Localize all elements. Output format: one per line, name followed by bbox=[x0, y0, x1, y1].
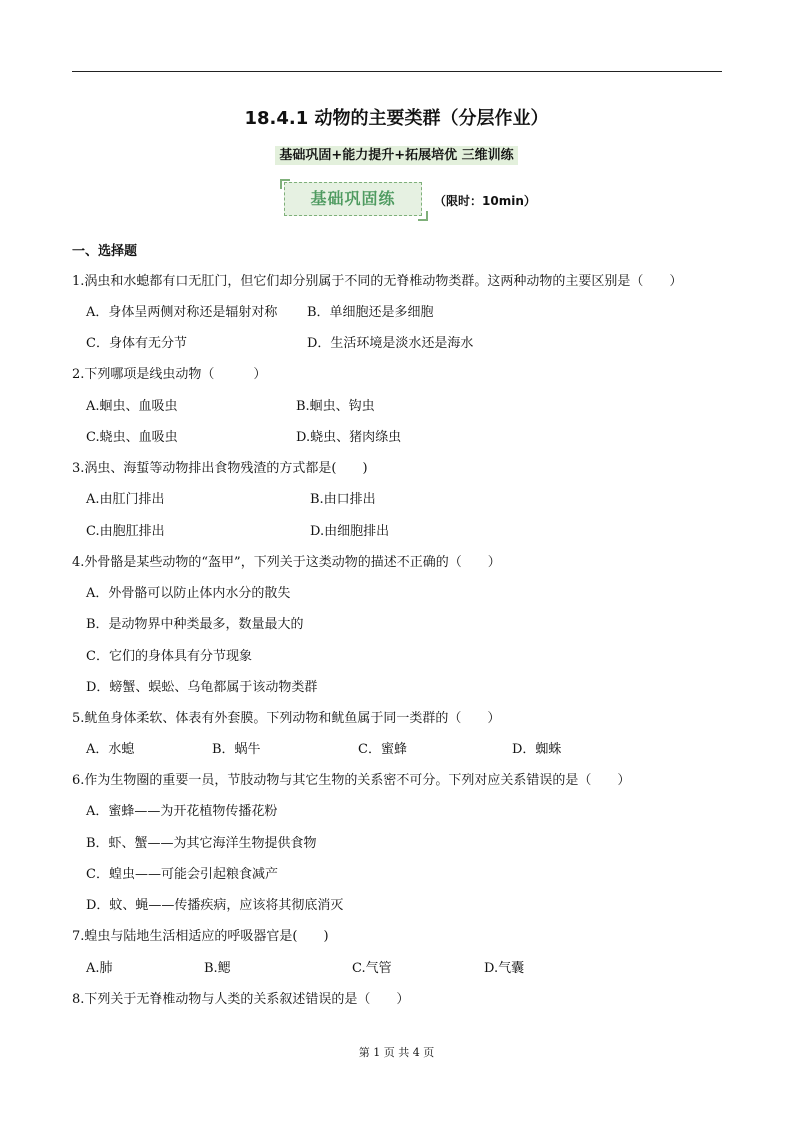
option: B.由口排出 bbox=[310, 492, 376, 507]
option: B.鳃 bbox=[204, 961, 231, 976]
time-limit: （限时：10min） bbox=[434, 194, 536, 208]
question-stem: 8.下列关于无脊椎动物与人类的关系叙述错误的是（ ） bbox=[72, 992, 410, 1007]
question-stem: 1.涡虫和水螅都有口无肛门，但它们却分别属于不同的无脊椎动物类群。这两种动物的主要区别是（ ） bbox=[72, 274, 683, 289]
option: B．单细胞还是多细胞 bbox=[307, 305, 434, 320]
question-stem: 4.外骨骼是某些动物的“盔甲”，下列关于这类动物的描述不正确的（ ） bbox=[72, 555, 501, 570]
option: D．螃蟹、蜈蚣、乌龟都属于该动物类群 bbox=[86, 680, 318, 695]
option: C.蛲虫、血吸虫 bbox=[86, 430, 178, 445]
option: B．是动物界中种类最多，数量最大的 bbox=[86, 617, 304, 632]
badge-corner-decoration bbox=[418, 211, 428, 221]
option: D.蛲虫、猪肉绦虫 bbox=[296, 430, 402, 445]
subtitle-text: 基础巩固+能力提升+拓展培优 三维训练 bbox=[275, 146, 517, 165]
page-title: 18.4.1 动物的主要类群（分层作业） bbox=[244, 108, 549, 129]
section-title: 一、选择题 bbox=[72, 244, 138, 259]
option: A.由肛门排出 bbox=[86, 492, 165, 507]
question-stem: 2.下列哪项是线虫动物（ ） bbox=[72, 367, 267, 382]
option: D.由细胞排出 bbox=[310, 524, 390, 539]
option: A．外骨骼可以防止体内水分的散失 bbox=[86, 586, 291, 601]
question-stem: 3.涡虫、海蜇等动物排出食物残渣的方式都是( ) bbox=[72, 461, 368, 476]
option: C．身体有无分节 bbox=[86, 336, 187, 351]
option: A．身体呈两侧对称还是辐射对称 bbox=[86, 305, 278, 320]
section-badge: 基础巩固练 bbox=[284, 182, 422, 216]
option: A.蛔虫、血吸虫 bbox=[86, 399, 178, 414]
page-subtitle bbox=[0, 144, 793, 163]
option: C.气管 bbox=[352, 961, 392, 976]
option: D．生活环境是淡水还是海水 bbox=[307, 336, 474, 351]
option: C.由胞肛排出 bbox=[86, 524, 165, 539]
header-rule bbox=[72, 71, 722, 72]
option: B．蜗牛 bbox=[212, 742, 261, 757]
option: C．蜜蜂 bbox=[358, 742, 407, 757]
option: D．蚊、蝇——传播疾病，应该将其彻底消灭 bbox=[86, 898, 344, 913]
option: C．它们的身体具有分节现象 bbox=[86, 649, 252, 664]
question-stem: 6.作为生物圈的重要一员，节肢动物与其它生物的关系密不可分。下列对应关系错误的是（ ） bbox=[72, 773, 631, 788]
option: B.蛔虫、钩虫 bbox=[296, 399, 375, 414]
page-number: 第 1 页 共 4 页 bbox=[358, 1046, 435, 1059]
option: A．水螅 bbox=[86, 742, 135, 757]
option: C．蝗虫——可能会引起粮食减产 bbox=[86, 867, 278, 882]
question-stem: 7.蝗虫与陆地生活相适应的呼吸器官是( ) bbox=[72, 929, 329, 944]
option: B．虾、蟹——为其它海洋生物提供食物 bbox=[86, 836, 317, 851]
option: A.肺 bbox=[86, 961, 113, 976]
option: D．蜘蛛 bbox=[512, 742, 562, 757]
option: A．蜜蜂——为开花植物传播花粉 bbox=[86, 804, 278, 819]
option: D.气囊 bbox=[484, 961, 525, 976]
question-stem: 5.鱿鱼身体柔软、体表有外套膜。下列动物和鱿鱼属于同一类群的（ ） bbox=[72, 711, 501, 726]
